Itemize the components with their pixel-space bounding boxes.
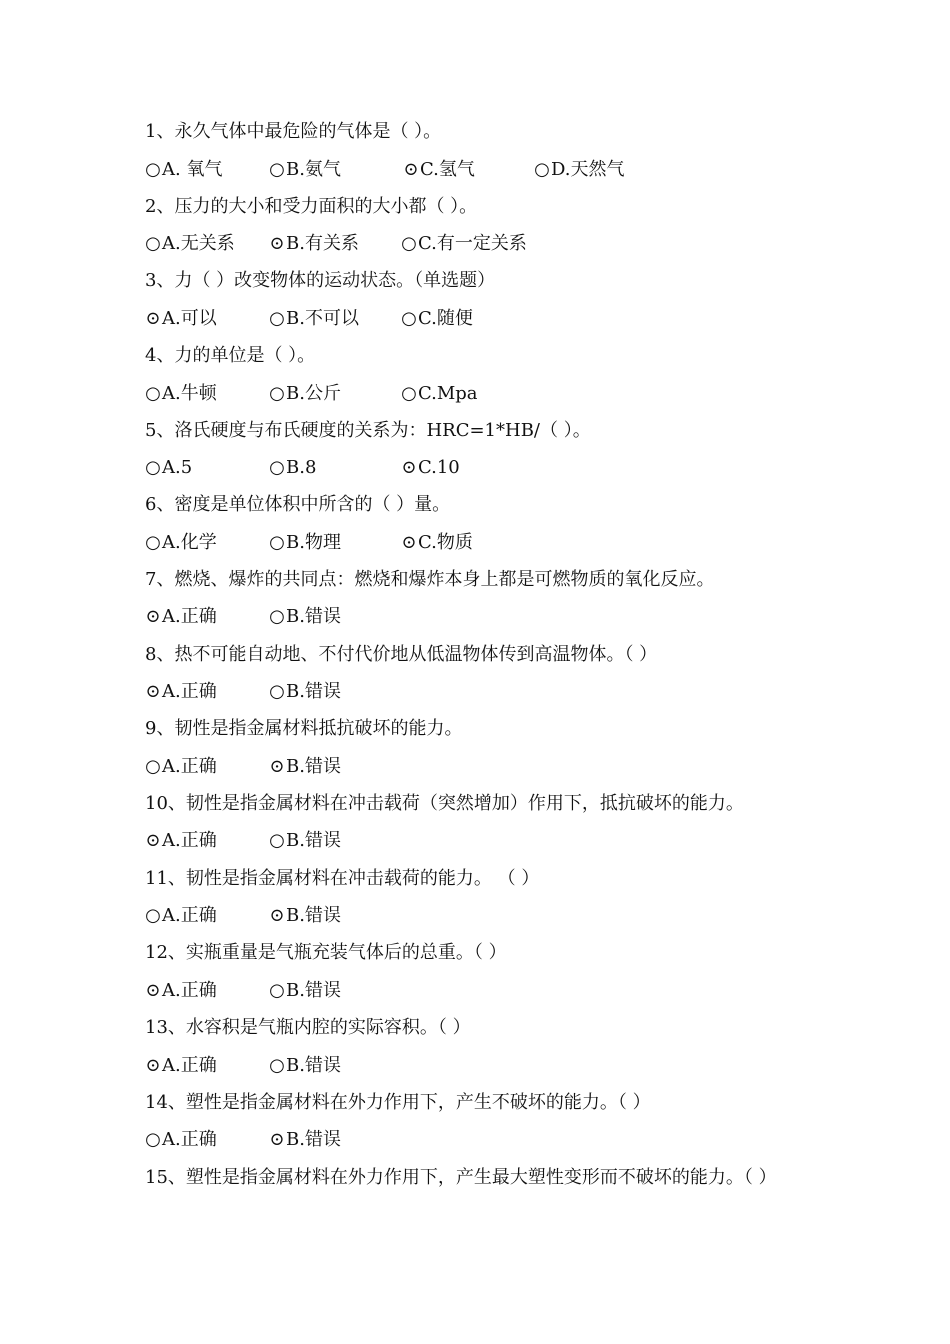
option-radio[interactable]: ○A.5 <box>145 455 192 481</box>
radio-selected-icon: ⊙ <box>401 457 417 478</box>
radio-empty-icon: ○ <box>145 457 161 478</box>
question-4-text: 4、力的单位是（ ）。 <box>145 345 316 366</box>
question-12-text: 12、实瓶重量是气瓶充装气体后的总重。（ ） <box>145 942 507 963</box>
radio-selected-icon: ⊙ <box>269 1129 285 1150</box>
option-radio[interactable]: ⊙A.正确 <box>145 604 217 630</box>
radio-selected-icon: ⊙ <box>145 830 161 851</box>
option-radio[interactable]: ⊙B.错误 <box>269 903 341 929</box>
question-9-options <box>145 754 865 780</box>
option-radio[interactable]: ⊙A.正确 <box>145 679 217 705</box>
question-11-options <box>145 903 865 929</box>
option-radio[interactable]: ○A.牛顿 <box>145 381 217 407</box>
radio-empty-icon: ○ <box>145 383 161 404</box>
radio-empty-icon: ○ <box>269 457 285 478</box>
option-radio[interactable]: ⊙B.错误 <box>269 1127 341 1153</box>
radio-selected-icon: ⊙ <box>269 233 285 254</box>
option-radio[interactable]: ○B.物理 <box>269 530 341 556</box>
option-radio[interactable]: ⊙B.有关系 <box>269 231 359 257</box>
radio-empty-icon: ○ <box>269 383 285 404</box>
option-radio[interactable]: ○B.错误 <box>269 679 341 705</box>
radio-empty-icon: ○ <box>269 980 285 1001</box>
option-radio[interactable]: ○A.化学 <box>145 530 217 556</box>
option-radio[interactable]: ○B.氨气 <box>269 157 341 183</box>
question-6-options <box>145 530 865 556</box>
question-13-text: 13、水容积是气瓶内腔的实际容积。（ ） <box>145 1017 471 1038</box>
radio-selected-icon: ⊙ <box>145 308 161 329</box>
option-radio[interactable]: ○C.有一定关系 <box>401 231 527 257</box>
radio-empty-icon: ○ <box>269 830 285 851</box>
question-7-text: 7、燃烧、爆炸的共同点：燃烧和爆炸本身上都是可燃物质的氧化反应。 <box>145 569 715 590</box>
option-radio[interactable]: ○A.无关系 <box>145 231 235 257</box>
option-radio[interactable]: ○A.正确 <box>145 754 217 780</box>
option-radio[interactable]: ○B.不可以 <box>269 306 359 332</box>
radio-empty-icon: ○ <box>145 756 161 777</box>
option-radio[interactable]: ○A. 氧气 <box>145 157 222 183</box>
radio-empty-icon: ○ <box>145 233 161 254</box>
question-5-text: 5、洛氏硬度与布氏硬度的关系为：HRC=1*HB/（ ）。 <box>145 420 591 441</box>
question-15-text: 15、塑性是指金属材料在外力作用下，产生最大塑性变形而不破坏的能力。（ ） <box>145 1167 777 1188</box>
option-radio[interactable]: ⊙A.可以 <box>145 306 217 332</box>
radio-selected-icon: ⊙ <box>269 756 285 777</box>
option-radio[interactable]: ○B.错误 <box>269 978 341 1004</box>
question-5-options <box>145 455 865 481</box>
question-2-text: 2、压力的大小和受力面积的大小都（ ）。 <box>145 196 478 217</box>
radio-empty-icon: ○ <box>145 905 161 926</box>
radio-selected-icon: ⊙ <box>401 532 417 553</box>
question-1-text: 1、永久气体中最危险的气体是（ ）。 <box>145 121 442 142</box>
question-10-options <box>145 828 865 854</box>
radio-empty-icon: ○ <box>269 532 285 553</box>
question-14-text: 14、塑性是指金属材料在外力作用下，产生不破坏的能力。（ ） <box>145 1092 651 1113</box>
option-radio[interactable]: ⊙B.错误 <box>269 754 341 780</box>
question-3-text: 3、力（ ）改变物体的运动状态。（单选题） <box>145 270 496 291</box>
option-radio[interactable]: ○C.Mpa <box>401 381 478 407</box>
radio-empty-icon: ○ <box>269 1055 285 1076</box>
radio-selected-icon: ⊙ <box>403 159 419 180</box>
question-7-options <box>145 604 865 630</box>
option-radio[interactable]: ○C.随便 <box>401 306 473 332</box>
option-radio[interactable]: ⊙A.正确 <box>145 828 217 854</box>
radio-empty-icon: ○ <box>145 532 161 553</box>
radio-empty-icon: ○ <box>269 606 285 627</box>
radio-selected-icon: ⊙ <box>145 606 161 627</box>
question-2-options <box>145 231 865 257</box>
question-4-options <box>145 381 865 407</box>
option-radio[interactable]: ○B.公斤 <box>269 381 341 407</box>
option-radio[interactable]: ○B.错误 <box>269 828 341 854</box>
question-8-text: 8、热不可能自动地、不付代价地从低温物体传到高温物体。（ ） <box>145 644 658 665</box>
question-6-text: 6、密度是单位体积中所含的（ ）量。 <box>145 494 451 515</box>
option-radio[interactable]: ⊙C.氢气 <box>403 157 475 183</box>
radio-selected-icon: ⊙ <box>145 681 161 702</box>
option-radio[interactable]: ○A.正确 <box>145 903 217 929</box>
question-12-options <box>145 978 865 1004</box>
question-13-options <box>145 1053 865 1079</box>
question-3-options <box>145 306 865 332</box>
radio-empty-icon: ○ <box>401 308 417 329</box>
option-radio[interactable]: ⊙C.10 <box>401 455 460 481</box>
question-10-text: 10、韧性是指金属材料在冲击载荷（突然增加）作用下，抵抗破坏的能力。 <box>145 793 744 814</box>
radio-empty-icon: ○ <box>269 681 285 702</box>
radio-empty-icon: ○ <box>269 308 285 329</box>
option-radio[interactable]: ⊙A.正确 <box>145 978 217 1004</box>
option-radio[interactable]: ○B.错误 <box>269 1053 341 1079</box>
option-radio[interactable]: ○A.正确 <box>145 1127 217 1153</box>
question-9-text: 9、韧性是指金属材料抵抗破坏的能力。 <box>145 718 463 739</box>
radio-selected-icon: ⊙ <box>145 980 161 1001</box>
radio-empty-icon: ○ <box>269 159 285 180</box>
radio-empty-icon: ○ <box>401 383 417 404</box>
radio-empty-icon: ○ <box>401 233 417 254</box>
question-14-options <box>145 1127 865 1153</box>
question-8-options <box>145 679 865 705</box>
question-11-text: 11、韧性是指金属材料在冲击载荷的能力。 （ ） <box>145 868 540 889</box>
radio-empty-icon: ○ <box>534 159 550 180</box>
radio-empty-icon: ○ <box>145 159 161 180</box>
option-radio[interactable]: ○B.8 <box>269 455 316 481</box>
option-radio[interactable]: ○B.错误 <box>269 604 341 630</box>
radio-empty-icon: ○ <box>145 1129 161 1150</box>
option-radio[interactable]: ○D.天然气 <box>534 157 625 183</box>
option-radio[interactable]: ⊙C.物质 <box>401 530 473 556</box>
option-radio[interactable]: ⊙A.正确 <box>145 1053 217 1079</box>
radio-selected-icon: ⊙ <box>145 1055 161 1076</box>
question-1-options <box>145 157 865 183</box>
radio-selected-icon: ⊙ <box>269 905 285 926</box>
